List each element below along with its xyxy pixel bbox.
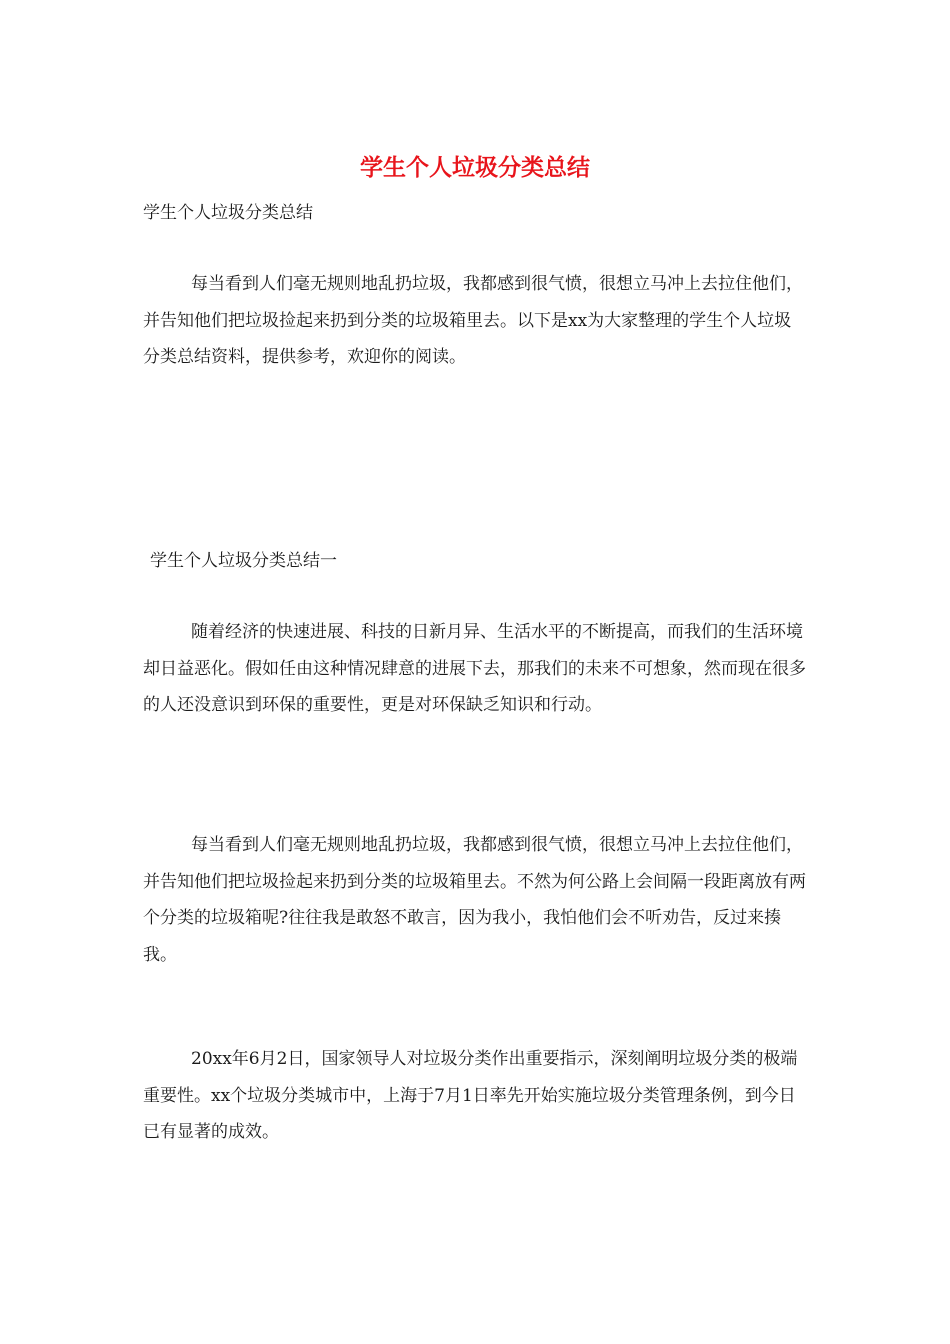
page-title: 学生个人垃圾分类总结 [360,154,590,181]
body-paragraph: 每当看到人们毫无规则地乱扔垃圾，我都感到很气愤，很想立马冲上去拉住他们，并告知他们把垃圾捡起来扔到分类的垃圾箱里去。不然为何公路上会间隔一段距离放有两个分类的垃圾箱呢?往往我是敢怒不敢言，因为我小，我怕他们会不听劝告，反过来揍我。 [143,835,806,965]
body-paragraph: 随着经济的快速进展、科技的日新月异、生活水平的不断提高，而我们的生活环境却日益恶化。假如任由这种情况肆意的进展下去，那我们的未来不可想象，然而现在很多的人还没意识到环保的重要性，更是对环保缺乏知识和行动。 [143,622,806,715]
document-subtitle: 学生个人垃圾分类总结 [143,203,313,223]
intro-paragraph: 每当看到人们毫无规则地乱扔垃圾，我都感到很气愤，很想立马冲上去拉住他们，并告知他们把垃圾捡起来扔到分类的垃圾箱里去。以下是xx为大家整理的学生个人垃圾分类总结资料，提供参考，欢迎你的阅读。 [143,274,803,367]
section-heading: 学生个人垃圾分类总结一 [150,551,337,571]
body-paragraph: 20xx年6月2日，国家领导人对垃圾分类作出重要指示，深刻阐明垃圾分类的极端重要性。xx个垃圾分类城市中，上海于7月1日率先开始实施垃圾分类管理条例，到今日已有显著的成效。 [143,1049,798,1142]
